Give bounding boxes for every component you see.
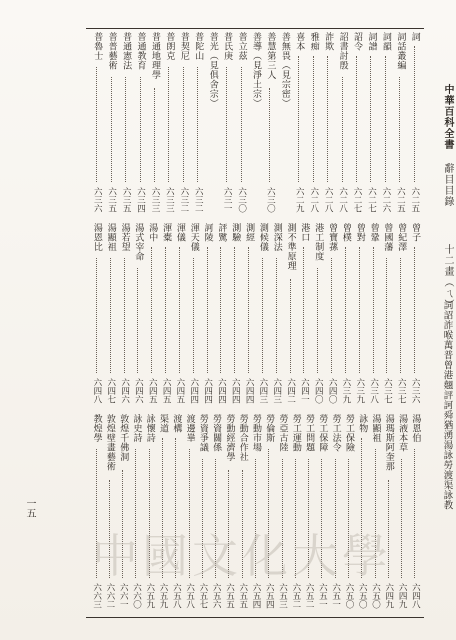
index-entry[interactable] (343, 414, 355, 614)
entry-term: 詞話叢編 (395, 32, 406, 70)
entry-term: 詞韻 (380, 32, 391, 51)
index-entry[interactable] (130, 414, 142, 614)
entry-page: 六二八 (308, 186, 319, 212)
index-entry[interactable] (132, 223, 144, 409)
entry-term: 普陀山 (193, 32, 204, 61)
entry-page: 六三四 (135, 186, 146, 212)
index-entry[interactable] (409, 223, 421, 409)
entry-page: 六三二 (178, 186, 189, 212)
entry-term: 勞工保險 (343, 414, 354, 452)
entry-term: 勞資關係 (211, 414, 222, 452)
leader-dots (226, 67, 227, 182)
entry-term: 普氏庚 (222, 32, 233, 61)
index-entry[interactable] (170, 414, 182, 614)
index-entry[interactable] (215, 223, 227, 409)
index-entry[interactable] (157, 414, 169, 614)
entry-page: 六二八 (337, 186, 348, 212)
entry-term: 雅痴 (308, 32, 319, 51)
leader-dots (342, 77, 343, 182)
index-entry[interactable] (370, 414, 382, 614)
entry-page: 六五九 (144, 582, 155, 608)
entry-term: 曾紀澤 (396, 223, 407, 252)
entry-page: 六四八 (410, 582, 421, 608)
entry-term: 曾對 (354, 223, 365, 242)
entry-term: 普光（見俱舍宗） (207, 32, 218, 108)
index-entry[interactable] (263, 414, 275, 614)
entry-term: 勞工法令 (330, 414, 341, 452)
index-entry[interactable] (178, 32, 190, 218)
index-entry[interactable] (229, 223, 241, 409)
index-entry[interactable] (117, 414, 129, 614)
leader-dots (168, 67, 169, 182)
leader-dots (179, 247, 180, 373)
index-entry[interactable] (250, 32, 262, 218)
entry-page: 六三六 (92, 186, 103, 212)
entry-page: 六三七 (382, 377, 393, 403)
entry-term: 曾國藩 (382, 223, 393, 252)
entry-page: 六四八 (91, 377, 102, 403)
entry-page: 六五一 (330, 582, 341, 608)
top-rule (86, 28, 424, 29)
entry-page: 六三三 (164, 186, 175, 212)
index-entry[interactable] (184, 414, 196, 614)
index-entry[interactable] (144, 414, 156, 614)
entry-term: 普通地理學 (149, 32, 160, 80)
entry-term: 湯式宰命 (133, 223, 144, 261)
leader-dots (359, 247, 360, 373)
index-entry[interactable] (202, 223, 214, 409)
index-entry[interactable] (106, 32, 118, 218)
index-entry[interactable] (135, 32, 147, 218)
entry-page: 六五六 (211, 582, 222, 608)
entry-page: 六五八 (184, 582, 195, 608)
entry-page: 六四二 (285, 377, 296, 403)
entry-term: 湯顯祖 (370, 414, 381, 443)
entry-page: 六四四 (188, 377, 199, 403)
entry-page: 六二五 (409, 186, 420, 212)
index-entry[interactable] (257, 223, 269, 409)
leader-dots (331, 258, 332, 373)
entry-page: 六四〇 (327, 377, 338, 403)
index-entry[interactable] (337, 32, 349, 218)
leader-dots (401, 459, 402, 578)
index-entry[interactable] (223, 414, 235, 614)
leader-dots (197, 67, 198, 182)
index-entry[interactable] (380, 32, 392, 218)
entry-page: 六五二 (290, 582, 301, 608)
entry-page: 六三五 (106, 186, 117, 212)
entry-term: 湯若望 (119, 223, 130, 252)
index-entry[interactable] (264, 32, 276, 218)
leader-dots (165, 247, 166, 373)
leader-dots (241, 67, 242, 182)
entry-page: 六五三 (277, 582, 288, 608)
entry-term: 普通教育 (135, 32, 146, 70)
index-entry[interactable] (394, 32, 406, 218)
entry-term: 港工制度 (313, 223, 324, 261)
entry-page: 六二七 (366, 186, 377, 212)
entry-page: 六四三 (257, 377, 268, 403)
entry-page: 六四九 (397, 582, 408, 608)
entry-term: 勞工問題 (304, 414, 315, 452)
book-title: 中華百科全書 (442, 84, 453, 150)
entry-term: 測不準原理 (285, 223, 296, 271)
entry-page: 六三〇 (265, 186, 276, 212)
entry-page: 六三一 (222, 186, 233, 212)
entry-term: 普契尼 (178, 32, 189, 61)
leader-dots (111, 77, 112, 182)
index-entry[interactable] (91, 223, 103, 409)
entry-term: 善慧第三人 (265, 32, 276, 80)
university-watermark (92, 524, 392, 584)
index-band-3 (90, 414, 422, 614)
entry-page: 六四四 (216, 377, 227, 403)
index-entry[interactable] (91, 414, 103, 614)
entry-page: 六四九 (383, 582, 394, 608)
entry-term: 港口 (299, 223, 310, 242)
entry-term: 敦煌千佛洞 (118, 414, 129, 462)
entry-term: 詞 (409, 32, 420, 42)
entry-page: 六五九 (158, 582, 169, 608)
entry-term: 詠物 (357, 414, 368, 433)
entry-page: 六五五 (224, 582, 235, 608)
index-entry[interactable] (250, 414, 262, 614)
index-entry[interactable] (271, 223, 283, 409)
entry-term: 湯瑪斯阿奎那 (383, 414, 394, 471)
index-entry[interactable] (237, 414, 249, 614)
entry-page: 六三五 (121, 186, 132, 212)
section-title: 辭目目錄 (442, 163, 453, 207)
entry-term: 湯中 (147, 223, 158, 242)
index-band-2 (90, 223, 422, 409)
entry-page: 六二七 (352, 186, 363, 212)
index-entry[interactable] (119, 223, 131, 409)
leader-dots (137, 268, 138, 373)
entry-term: 勞工保障 (317, 414, 328, 452)
leader-dots (151, 247, 152, 373)
entry-page: 六六一 (118, 582, 129, 608)
entry-page: 六五〇 (370, 582, 381, 608)
entry-page: 六五四 (251, 582, 261, 608)
entry-page: 六四五 (161, 377, 172, 403)
index-entry[interactable] (351, 32, 363, 218)
entry-term: 勞亞古陸 (277, 414, 288, 452)
entry-term: 詔令 (352, 32, 363, 51)
page-number: 一五 (24, 498, 35, 518)
entry-term: 喜本 (294, 32, 305, 51)
index-entry[interactable] (293, 32, 305, 218)
index-entry[interactable] (91, 32, 103, 218)
index-entry[interactable] (192, 32, 204, 218)
entry-page: 六五八 (171, 582, 182, 608)
index-entry[interactable] (312, 223, 324, 409)
entry-page: 六二八 (323, 186, 334, 212)
entry-term: 渾儀 (174, 223, 185, 242)
entry-term: 訶陵 (202, 223, 213, 242)
leader-dots (262, 258, 263, 373)
entry-term: 善無畏（見宗密） (279, 32, 290, 108)
index-entry[interactable] (326, 223, 338, 409)
entry-term: 湯液本草 (397, 414, 408, 452)
index-entry[interactable] (383, 414, 395, 614)
entry-term: 曾鞏 (368, 223, 379, 242)
entry-term: 渡邊崋 (184, 414, 195, 443)
entry-term: 詠史詩 (131, 414, 142, 443)
index-entry[interactable] (279, 32, 291, 218)
entry-page: 六三七 (396, 377, 407, 403)
index-entry[interactable] (409, 32, 421, 218)
leader-dots (290, 279, 291, 373)
index-entry[interactable] (308, 32, 320, 218)
index-entry[interactable] (354, 223, 366, 409)
entry-page: 六五〇 (357, 582, 368, 608)
index-entry[interactable] (303, 414, 315, 614)
leader-dots (414, 46, 415, 182)
entry-term: 測深法 (271, 223, 282, 252)
leader-dots (385, 56, 386, 182)
index-entry[interactable] (277, 414, 289, 614)
entry-page: 六四四 (244, 377, 255, 403)
index-entry[interactable] (243, 223, 255, 409)
leader-dots (207, 247, 208, 373)
entry-term: 勞動經濟學 (224, 414, 235, 462)
leader-dots (356, 56, 357, 182)
entry-page: 六五四 (264, 582, 275, 608)
entry-term: 評騭 (216, 223, 227, 242)
leader-dots (234, 247, 235, 373)
index-entry[interactable] (236, 32, 248, 218)
entry-page: 六五七 (197, 582, 208, 608)
entry-term: 渠道 (158, 414, 169, 433)
leader-dots (386, 258, 387, 373)
entry-page: 六六〇 (131, 582, 142, 608)
index-entry[interactable] (290, 414, 302, 614)
entry-page: 六四三 (271, 377, 282, 403)
index-entry[interactable] (120, 32, 132, 218)
entry-term: 教煌學 (91, 414, 102, 443)
index-entry[interactable] (146, 223, 158, 409)
entry-term: 勞工運動 (290, 414, 301, 452)
leader-dots (193, 258, 194, 373)
leader-dots (327, 56, 328, 182)
index-entry[interactable] (330, 414, 342, 614)
index-entry[interactable] (285, 223, 297, 409)
leader-dots (370, 56, 371, 182)
leader-dots (345, 247, 346, 373)
leader-dots (317, 268, 318, 373)
entry-term: 勞動市場 (251, 414, 261, 452)
entry-page: 六六三 (91, 582, 102, 608)
entry-term: 曾寶蓀 (327, 223, 338, 252)
entry-term: 測驗 (230, 223, 241, 242)
index-entry[interactable] (149, 32, 161, 218)
char-index: 詞詔詐喉萬普曾港翹評訶舜猶湧湯詠勞渡渠詠教 (441, 300, 453, 510)
entry-term: 善導（見淨土宗） (251, 32, 261, 108)
entry-page: 六三六 (410, 377, 421, 403)
index-entry[interactable] (368, 223, 380, 409)
leader-dots (140, 77, 141, 182)
leader-dots (276, 258, 277, 373)
leader-dots (400, 258, 401, 373)
index-entry[interactable] (163, 32, 175, 218)
entry-term: 曾樸 (340, 223, 351, 242)
entry-page: 六四六 (133, 377, 144, 403)
leader-dots (96, 258, 97, 373)
leader-dots (183, 67, 184, 182)
entry-term: 渾天儀 (188, 223, 199, 252)
entry-page: 六二九 (294, 186, 305, 212)
entry-page: 六四五 (174, 377, 185, 403)
index-entry[interactable] (221, 32, 233, 218)
leader-dots (248, 247, 249, 373)
entry-term: 詐欺 (323, 32, 334, 51)
index-band-1 (90, 32, 422, 218)
leader-dots (154, 88, 155, 182)
index-entry[interactable] (174, 223, 186, 409)
index-entry[interactable] (160, 223, 172, 409)
leader-dots (414, 247, 415, 373)
leader-dots (96, 67, 97, 182)
entry-page: 六四七 (105, 377, 116, 403)
entry-term: 湯恩比 (91, 223, 102, 252)
index-entry[interactable] (298, 223, 310, 409)
entry-term: 普普藝術 (106, 32, 117, 70)
entry-term: 勞資爭議 (197, 414, 208, 452)
entry-term: 湯顯祖 (105, 223, 116, 252)
entry-page: 六三三 (149, 186, 160, 212)
entry-term: 普朗克 (164, 32, 175, 61)
entry-page: 六二六 (380, 186, 391, 212)
index-entry[interactable] (197, 414, 209, 614)
index-entry[interactable] (322, 32, 334, 218)
leader-dots (125, 77, 126, 182)
entry-page: 六六二 (104, 582, 115, 608)
entry-page: 六三二 (193, 186, 204, 212)
index-entry[interactable] (210, 414, 222, 614)
index-entry[interactable] (409, 414, 421, 614)
entry-term: 詞譜 (366, 32, 377, 51)
entry-page: 六四四 (230, 377, 241, 403)
entry-page: 六五〇 (343, 582, 354, 608)
entry-page: 六三〇 (236, 186, 247, 212)
entry-term: 勞倫斯 (264, 414, 275, 443)
entry-term: 普立茲 (236, 32, 247, 61)
leader-dots (373, 247, 374, 373)
entry-term: 詔書討殷 (337, 32, 348, 70)
entry-term: 勞動合作社 (237, 414, 248, 462)
entry-term: 敦煌壁畫藝術 (104, 414, 115, 471)
leader-dots (303, 247, 304, 373)
entry-page: 六二五 (395, 186, 406, 212)
entry-page: 六五五 (237, 582, 248, 608)
entry-term: 詠懷詩 (144, 414, 155, 443)
entry-term: 普通憲法 (121, 32, 132, 70)
entry-page: 六四一 (299, 377, 310, 403)
leader-dots (313, 56, 314, 182)
entry-page: 六三九 (340, 377, 351, 403)
entry-page: 六三八 (368, 377, 379, 403)
entry-term: 測候儀 (257, 223, 268, 252)
index-entry[interactable] (381, 223, 393, 409)
entry-page: 六五一 (317, 582, 328, 608)
index-entry[interactable] (395, 223, 407, 409)
index-entry[interactable] (340, 223, 352, 409)
page-header (422, 0, 456, 640)
entry-term: 湯恩伯 (410, 414, 421, 443)
index-entry[interactable] (316, 414, 328, 614)
entry-page: 六四五 (147, 377, 158, 403)
entry-page: 六四〇 (313, 377, 324, 403)
watermark-text: 中國文化大學 (92, 529, 392, 583)
entry-page: 六三九 (354, 377, 365, 403)
entry-term: 渡構 (171, 414, 182, 433)
leader-dots (110, 258, 111, 373)
index-entry[interactable] (356, 414, 368, 614)
bottom-rule (86, 617, 424, 618)
leader-dots (220, 247, 221, 373)
leader-dots (269, 88, 270, 182)
index-entry[interactable] (365, 32, 377, 218)
entry-term: 曾子 (410, 223, 421, 242)
index-entry[interactable] (105, 223, 117, 409)
entry-term: 測經 (244, 223, 255, 242)
index-entry[interactable] (207, 32, 219, 218)
index-entry[interactable] (104, 414, 116, 614)
leader-dots (124, 258, 125, 373)
entry-page: 六四四 (202, 377, 213, 403)
entry-page: 六五二 (304, 582, 315, 608)
index-entry[interactable] (396, 414, 408, 614)
entry-page: 六四六 (119, 377, 130, 403)
leader-dots (298, 56, 299, 182)
leader-dots (399, 77, 400, 182)
stroke-range: 十二畫（ㄟ） (442, 244, 453, 310)
entry-term: 渾橐 (161, 223, 172, 242)
leader-dots (414, 449, 415, 578)
index-entry[interactable] (188, 223, 200, 409)
entry-term: 普魯士 (92, 32, 103, 61)
